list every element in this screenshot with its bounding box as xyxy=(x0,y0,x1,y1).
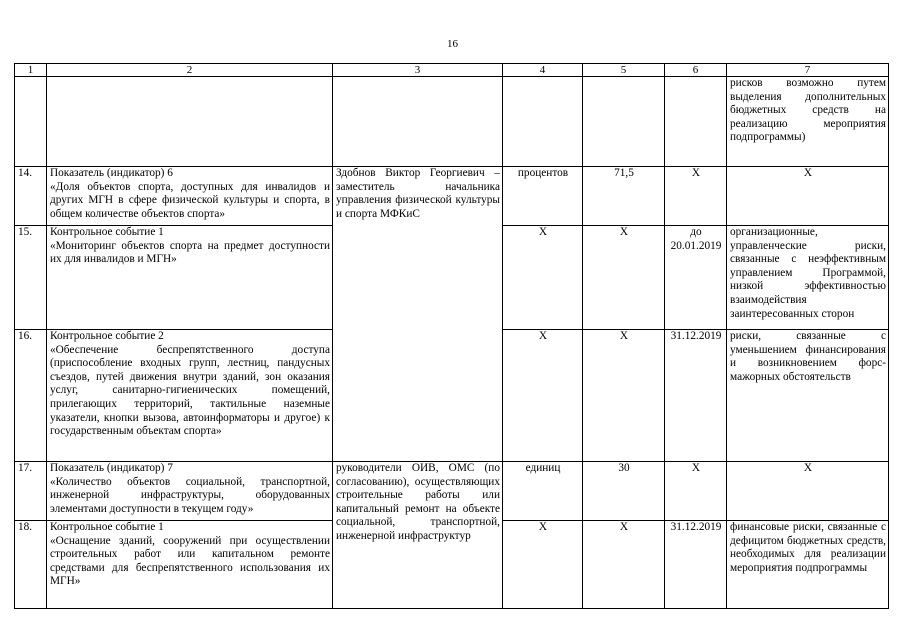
row-date: 31.12.2019 xyxy=(665,330,727,462)
row-date: X xyxy=(665,167,727,226)
row-name: Показатель (индикатор) 7 «Количество объектов социальной, транспортной, инженерной инфраструктуры, оборудованных элементами доступности в текущем году» xyxy=(47,462,333,521)
row-date: X xyxy=(665,462,727,521)
row-number: 16. xyxy=(15,330,47,462)
row-responsible: руководители ОИВ, ОМС (по согласованию), осуществляющих строительные работы или капитальный ремонт на объекте социальной, транспортной, инженерной инфраструктур xyxy=(333,462,503,609)
column-header: 3 xyxy=(333,64,503,77)
row-unit: единиц xyxy=(503,462,583,521)
row-date: 31.12.2019 xyxy=(665,521,727,609)
row-risks: финансовые риски, связанные с дефицитом бюджетных средств, необходимых для реализации мероприятия подпрограммы xyxy=(727,521,889,609)
row-name: Контрольное событие 1 «Оснащение зданий, сооружений при осуществлении строительных работ или капитальном ремонте средствами для беспрепятственного использования их МГН» xyxy=(47,521,333,609)
row-unit: процентов xyxy=(503,167,583,226)
row-responsible: Здобнов Виктор Георгиевич – заместитель начальника управления физической культуры и спорта МФКиС xyxy=(333,167,503,462)
row-name: Показатель (индикатор) 6 «Доля объектов спорта, доступных для инвалидов и других МГН в сфере физической культуры и спорта, в общем количестве объектов спорта» xyxy=(47,167,333,226)
row-number: 18. xyxy=(15,521,47,609)
row-number: 14. xyxy=(15,167,47,226)
row-number: 17. xyxy=(15,462,47,521)
row-number: 15. xyxy=(15,226,47,330)
program-table xyxy=(14,63,889,609)
row-name xyxy=(47,77,333,167)
row-unit: X xyxy=(503,226,583,330)
row-value: 71,5 xyxy=(583,167,665,226)
row-number xyxy=(15,77,47,167)
row-risks: рисков возможно путем выделения дополнительных бюджетных средств на реализацию мероприятия подпрограммы) xyxy=(727,77,889,167)
table-row xyxy=(15,167,889,226)
table-row xyxy=(15,462,889,521)
column-header: 2 xyxy=(47,64,333,77)
row-unit: X xyxy=(503,330,583,462)
row-value: X xyxy=(583,521,665,609)
row-date: до 20.01.2019 xyxy=(665,226,727,330)
row-value: X xyxy=(583,226,665,330)
column-header: 5 xyxy=(583,64,665,77)
row-name: Контрольное событие 2 «Обеспечение беспрепятственного доступа (приспособление входных групп, лестниц, пандусных съездов, путей движения внутри зданий, зон оказания услуг, санитарно-гигиенических помещений, прилегающих территорий, тактильные наземные указатели, кнопки вызова, автоинформаторы и другое) к государственным объектам спорта» xyxy=(47,330,333,462)
column-header: 6 xyxy=(665,64,727,77)
row-value: X xyxy=(583,330,665,462)
row-risks: X xyxy=(727,167,889,226)
row-unit xyxy=(503,77,583,167)
column-number-row xyxy=(15,64,889,77)
column-header: 7 xyxy=(727,64,889,77)
row-risks: X xyxy=(727,462,889,521)
row-unit: X xyxy=(503,521,583,609)
row-risks: риски, связанные с уменьшением финансирования и возникновением форс-мажорных обстоятельств xyxy=(727,330,889,462)
column-header: 4 xyxy=(503,64,583,77)
row-name: Контрольное событие 1 «Мониторинг объектов спорта на предмет доступности их для инвалидов и МГН» xyxy=(47,226,333,330)
column-header: 1 xyxy=(15,64,47,77)
table-row xyxy=(15,77,889,167)
row-value xyxy=(583,77,665,167)
page-number: 16 xyxy=(447,38,458,50)
row-risks: организационные, управленческие риски, связанные с неэффективным управлением Программой, низкой эффективностью взаимодействия заинтересованных сторон xyxy=(727,226,889,330)
row-responsible xyxy=(333,77,503,167)
row-date xyxy=(665,77,727,167)
row-value: 30 xyxy=(583,462,665,521)
